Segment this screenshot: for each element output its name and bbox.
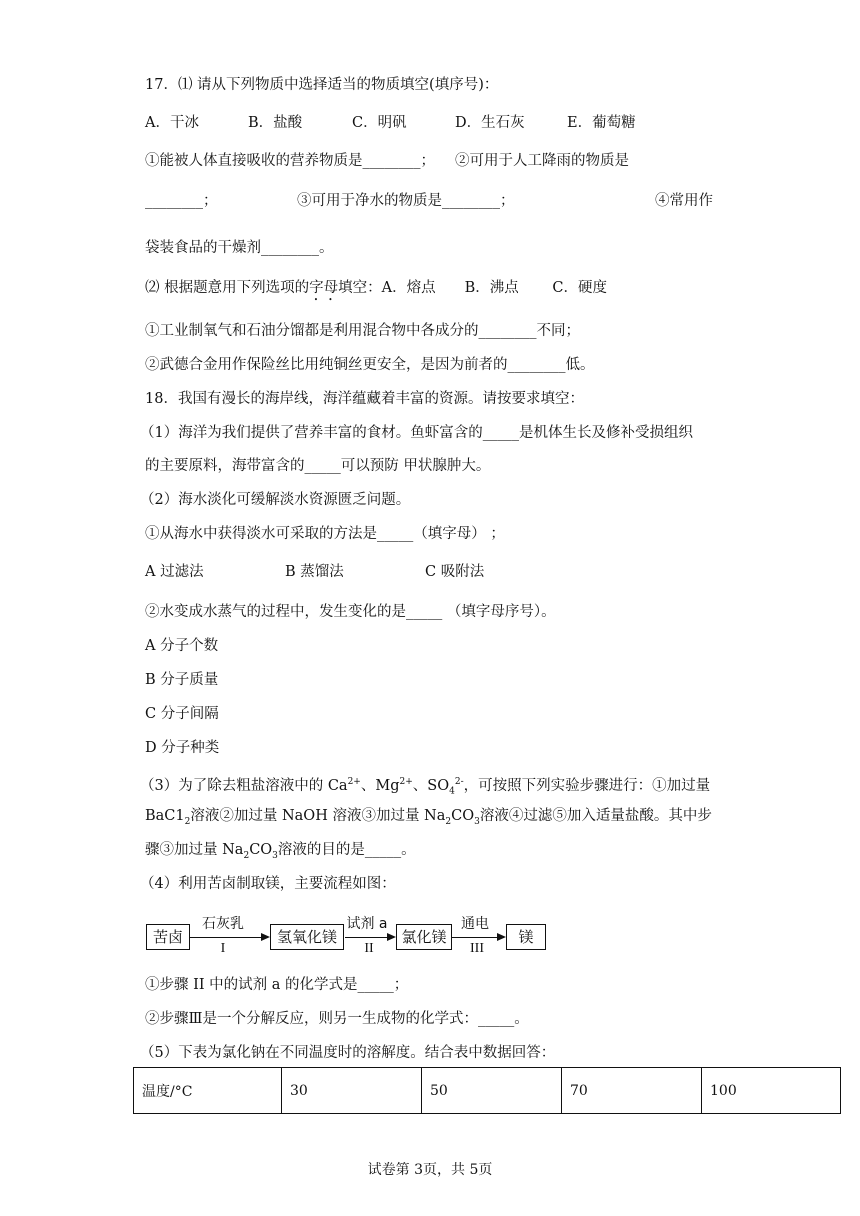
text: 溶液④过滤⑤加入适量盐酸。其中步 xyxy=(479,808,712,824)
q17-part2-blank-1: ①工业制氧气和石油分馏都是利用混合物中各成分的________不同； xyxy=(145,323,580,339)
table-cell: 100 xyxy=(702,1068,841,1114)
q18-sub4-q2: ②步骤Ⅲ是一个分解反应，则另一生成物的化学式：_____。 xyxy=(145,1011,529,1027)
flow-step-3-label: III xyxy=(470,941,484,956)
flow-arrow-1-reagent: 石灰乳 xyxy=(202,916,244,932)
text: CO xyxy=(451,808,475,824)
flow-arrow-1 xyxy=(190,937,268,938)
q18-sub2-q2-option-b: B 分子质量 xyxy=(145,672,219,688)
table-row xyxy=(134,1068,841,1114)
q17-blank-2-cont: ________； xyxy=(145,193,218,209)
flow-step-1-label: I xyxy=(220,941,226,956)
charge: 2- xyxy=(454,777,464,787)
q18-sub2-option-c: C 吸附法 xyxy=(425,564,485,580)
q17-blank-3: ③可用于净水的物质是________； xyxy=(297,193,515,209)
charge: 2+ xyxy=(347,777,361,787)
q17-option-c: C．明矾 xyxy=(352,115,407,131)
q18-sub5: （5）下表为氯化钠在不同温度时的溶解度。结合表中数据回答： xyxy=(140,1045,556,1061)
text: BaC1 xyxy=(145,808,185,824)
text: 骤③加过量 Na xyxy=(145,842,244,858)
subscript: 4 xyxy=(449,786,455,797)
subscript: 3 xyxy=(474,816,480,827)
q17-part1-title: 17．⑴ 请从下列物质中选择适当的物质填空(填序号)： xyxy=(145,77,499,93)
q17-blank-4: ④常用作 xyxy=(655,193,713,209)
q18-sub2-q2: ②水变成水蒸气的过程中，发生变化的是_____ （填字母序号）。 xyxy=(145,604,556,620)
q18-sub4: （4）利用苦卤制取镁，主要流程如图： xyxy=(140,876,396,892)
flow-box-magnesium: 镁 xyxy=(506,924,546,950)
q18-sub2: （2）海水淡化可缓解淡水资源匮乏问题。 xyxy=(140,492,411,508)
q18-sub2-q1: ①从海水中获得淡水可采取的方法是_____（填字母） ； xyxy=(145,526,505,542)
flow-arrow-2 xyxy=(345,937,394,938)
subscript: 2 xyxy=(243,850,250,861)
q18-sub2-q2-option-d: D 分子种类 xyxy=(145,740,220,756)
flow-box-magnesium-chloride: 氯化镁 xyxy=(396,924,452,950)
flow-step-2-label: II xyxy=(364,941,374,956)
q18-title: 18．我国有漫长的海岸线，海洋蕴藏着丰富的资源。请按要求填空： xyxy=(145,391,584,407)
subscript: 3 xyxy=(272,850,278,861)
q17-blank-1: ①能被人体直接吸收的营养物质是________； xyxy=(145,153,435,169)
page-footer: 试卷第 3页，共 5页 xyxy=(367,1162,493,1178)
q17-blank-4-cont: 袋装食品的干燥剂________。 xyxy=(145,240,334,256)
flow-box-bittern: 苦卤 xyxy=(146,924,190,950)
table-cell: 70 xyxy=(562,1068,702,1114)
q18-sub3-line3 xyxy=(145,840,416,866)
q18-sub2-option-a: A 过滤法 xyxy=(145,564,204,580)
q17-option-e: E．葡萄糖 xyxy=(567,115,636,131)
text: 、SO xyxy=(412,777,450,794)
q18-sub2-option-b: B 蒸馏法 xyxy=(285,564,344,580)
q18-sub3-line2 xyxy=(145,806,712,832)
flow-box-magnesium-hydroxide: 氢氧化镁 xyxy=(270,924,344,950)
part2-options: 填空：A．熔点 B．沸点 C．硬度 xyxy=(338,280,607,296)
text: 溶液②加过量 NaOH 溶液③加过量 Na xyxy=(190,808,446,824)
q17-option-d: D．生石灰 xyxy=(455,115,525,131)
q17-blank-2: ②可用于人工降雨的物质是 xyxy=(455,153,629,169)
q18-sub3-line1 xyxy=(140,772,710,802)
table-cell: 50 xyxy=(422,1068,562,1114)
flow-arrow-3 xyxy=(452,937,504,938)
q18-sub1-line2: 的主要原料，海带富含的_____可以预防 甲状腺肿大。 xyxy=(145,458,491,474)
table-cell-temperature-header: 温度/°C xyxy=(134,1068,282,1114)
text: （3）为了除去粗盐溶液中的 Ca xyxy=(140,777,348,794)
solubility-table xyxy=(133,1067,841,1114)
part2-prefix: ⑵ 根据题意用下列选项的 xyxy=(145,280,310,296)
flow-arrow-2-reagent: 试剂 a xyxy=(346,916,388,932)
q17-option-a: A．干冰 xyxy=(145,115,199,131)
q18-sub4-q1: ①步骤 II 中的试剂 a 的化学式是_____； xyxy=(145,977,409,993)
text: CO xyxy=(249,842,273,858)
text: 溶液的目的是_____。 xyxy=(277,842,416,858)
subscript: 2 xyxy=(184,816,191,827)
q17-part2-blank-2: ②武德合金用作保险丝比用纯铜丝更安全，是因为前者的________低。 xyxy=(145,357,595,373)
q18-sub1-line1: （1）海洋为我们提供了营养丰富的食材。鱼虾富含的_____是机体生长及修补受损组织 xyxy=(140,425,693,441)
charge: 2+ xyxy=(399,777,413,787)
flow-arrow-3-condition: 通电 xyxy=(461,916,489,932)
text: 、Mg xyxy=(360,777,400,794)
text: ，可按照下列实验步骤进行：①加过量 xyxy=(463,777,711,794)
subscript: 2 xyxy=(445,816,452,827)
q17-part2-title xyxy=(145,278,607,304)
q17-option-b: B．盐酸 xyxy=(248,115,303,131)
emphasized-letters: 字母 xyxy=(309,280,339,296)
table-cell: 30 xyxy=(282,1068,422,1114)
q18-sub2-q2-option-a: A 分子个数 xyxy=(145,638,219,654)
q18-sub2-q2-option-c: C 分子间隔 xyxy=(145,706,219,722)
